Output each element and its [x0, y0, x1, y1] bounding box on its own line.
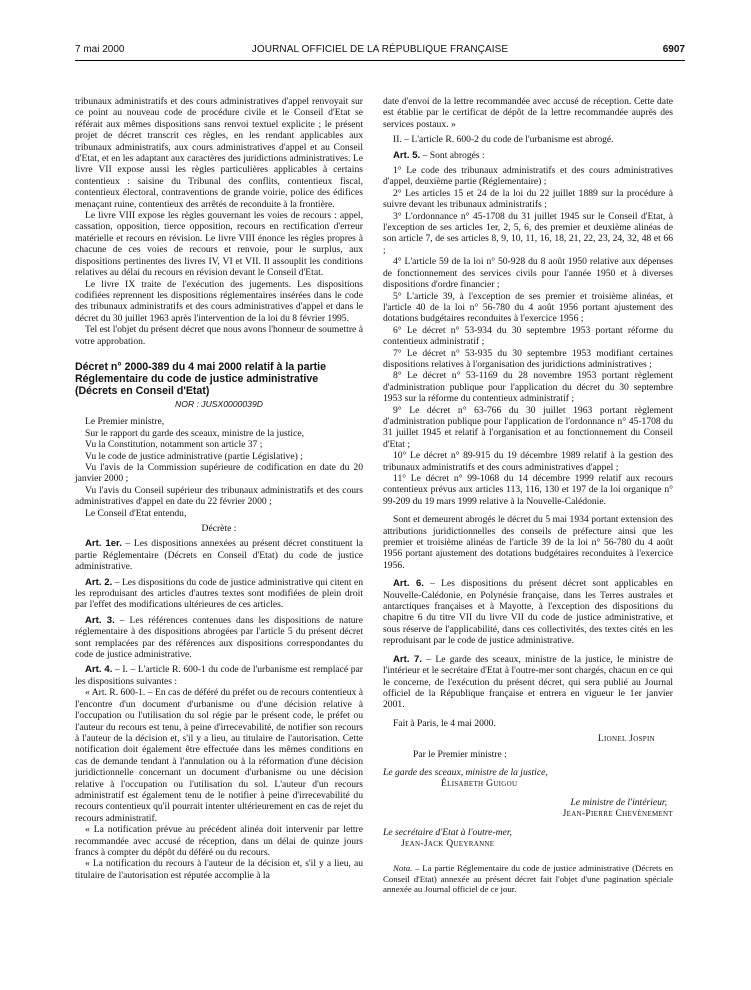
article-label: Art. 2. — [85, 576, 113, 588]
article-1 — [75, 538, 363, 572]
list-item: 6° Le décret n° 53-934 du 30 septembre 1953 portant réforme du contentieux administratif ; — [383, 324, 673, 348]
list-item: 4° L'article 59 de la loi n° 50-928 du 8 août 1950 relative aux dépenses de fonctionnement des services civils pour l'année 1950 et à diverses dispositions d'ordre financier ; — [383, 256, 673, 291]
visa-line: Vu l'avis du Conseil supérieur des tribunaux administratifs et des cours administratives d'appel en date du 22 février 2000 ; — [75, 484, 363, 508]
paragraph: II. – L'article R. 600-2 du code de l'urbanisme est abrogé. — [393, 134, 614, 146]
signatory-name: Jean-Pierre Chevènement — [562, 808, 673, 820]
paragraph: Le livre VIII expose les règles gouvernant les voies de recours : appel, cassation, opposition, tierce opposition, recours en rectification d'erreur matérielle et recours en révision. Le livre VIII énonce les règles propres à chacune de ces voies de recours et renvoie, pour le surplus, aux dispositions pertinentes des livres IV, VI et VII. Il assouplit les conditions relatives au délai du recours en révision devant le Conseil d'Etat. — [75, 210, 363, 279]
paragraph: Le livre IX traite de l'exécution des jugements. Les dispositions codifiées reprennent les dispositions réglementaires insérées dans le code des tribunaux administratifs et des cours administratives d'appel et dans le décret du 30 juillet 1963 après l'intervention de la loi du 8 février 1995. — [75, 278, 363, 324]
article-5 — [383, 150, 673, 161]
nota-label: Nota. — [393, 863, 413, 874]
article-3 — [75, 615, 363, 661]
signatory-name: Élisabeth Guigou — [441, 778, 518, 790]
article-text: – Les dispositions annexées au présent décret constituent la partie Réglementaire (Décrets en Conseil d'Etat) du code de justice administrative. — [75, 538, 364, 573]
visa-line: Vu l'avis de la Commission supérieure de codification en date du 20 janvier 2000 ; — [75, 461, 363, 485]
header-rule — [75, 60, 685, 61]
spacer — [75, 347, 363, 354]
list-item: 1° Le code des tribunaux administratifs et des cours administratives d'appel, deuxième partie (Réglementaire) ; — [383, 165, 673, 188]
article-4 — [75, 664, 363, 687]
paragraph: Sont et demeurent abrogés le décret du 5 mai 1934 portant extension des attributions juridictionnelles des conseils de préfecture ainsi que les premier et troisième alinéas de l'article 39 de la loi n° 56-780 du 4 août 1956 portant ajustement des dotations budgétaires reconduites à l'exercice 1956. — [383, 514, 673, 571]
list-item: 3° L'ordonnance n° 45-1708 du 31 juillet 1945 sur le Conseil d'Etat, à l'exception de ses articles 1er, 2, 5, 6, des premier et deuxième alinéas de son article 7, de ses articles 8, 9, 10, 11, 16, 18, 21, 22, 23, 24, 32, 48 et 66 ; — [383, 210, 673, 256]
visa-line: Le Conseil d'Etat entendu, — [85, 507, 187, 519]
nota — [383, 863, 673, 895]
paragraph: Tel est l'objet du présent décret que nous avons l'honneur de soumettre à votre approbation. — [75, 324, 363, 347]
list-item: 2° Les articles 15 et 24 de la loi du 22 juillet 1889 sur la procédure à suivre devant les tribunaux administratifs ; — [383, 187, 673, 211]
header-date: 7 mai 2000 — [75, 44, 125, 55]
article-label: Art. 4. — [85, 664, 113, 676]
quoted-paragraph: « Art. R. 600-1. – En cas de déféré du préfet ou de recours contentieux à l'encontre d'un document d'urbanisme ou d'une décision relative à l'occupation ou l'utilisation du sol régie par le présent code, le préfet ou l'auteur du recours est tenu, à peine d'irrecevabilité, de notifier son recours à l'auteur de la décision et, s'il y a lieu, au titulaire de l'autorisation. Cette notification doit également être effectuée dans les mêmes conditions en cas de demande tendant à l'annulation ou à la réformation d'une décision juridictionnelle concernant un document d'urbanisme ou une décision relative à l'occupation ou l'utilisation du sol. L'auteur d'un recours administratif est également tenu de le notifier à peine d'irrecevabilité du recours contentieux qu'il pourrait intenter ultérieurement en cas de rejet du recours administratif. — [75, 687, 363, 824]
article-label: Art. 7. — [393, 653, 423, 665]
spacer — [383, 571, 673, 578]
article-text: – Les dispositions du code de justice administrative qui citent en les reproduisant des articles d'autres textes sont modifiées de plein droit par l'effet des modifications ultérieures de ces articles. — [75, 576, 363, 611]
article-label: Art. 3. — [85, 614, 115, 626]
article-text: – Le garde des sceaux, ministre de la justice, le ministre de l'intérieur et le secrétaire d'Etat à l'outre-mer sont chargés, chacun en ce qui le concerne, de l'exécution du présent décret, qui sera publié au Journal officiel de la République française et entrera en vigueur le 1er janvier 2001. — [383, 653, 673, 711]
spacer — [383, 711, 673, 718]
list-item: 8° Le décret n° 53-1169 du 28 novembre 1953 portant règlement d'administration publique pour l'application du décret du 30 septembre 1953 sur la réforme du contentieux administratif ; — [383, 370, 673, 405]
signatory-name: Jean-Jack Queyranne — [401, 837, 495, 849]
article-label: Art. 5. — [393, 149, 421, 161]
article-label: Art. 6. — [393, 578, 424, 590]
signature-date: Fait à Paris, le 4 mai 2000. — [393, 717, 496, 729]
list-item: 9° Le décret n° 63-766 du 30 juillet 1963 portant règlement d'administration publique pour l'application de l'ordonnance n° 45-1708 du 31 juillet 1945 et relatif à l'organisation et au fonctionnement du Conseil d'Etat ; — [383, 404, 673, 450]
right-column — [383, 96, 673, 895]
header-page-number: 6907 — [662, 44, 685, 55]
paragraph: tribunaux administratifs et des cours administratives d'appel renvoyait sur ce point au nouveau code de procédure civile et le Conseil d'Etat se référait aux mêmes dispositions sans renvoi textuel explicite ; le présent projet de décret transcrit ces règles, en les rendant applicables aux tribunaux administratifs, aux cours administratives d'appel et au Conseil d'Etat, et en les adaptant aux caractères des juridictions administratives. Le livre VII expose aussi les règles particulières applicables à certains contentieux : saisine du Tribunal des conflits, contentieux fiscal, contentieux électoral, contraventions de grande voirie, police des édifices menaçant ruine, contentieux des arrêtés de reconduite à la frontière. — [75, 96, 363, 210]
article-2 — [75, 577, 363, 611]
article-text: – Les dispositions du présent décret sont applicables en Nouvelle-Calédonie, en Polynésie française, dans les Terres australes et antarctiques françaises et à Mayotte, à l'exception des dispositions du chapitre 6 du titre VII du livre VII du code de justice administrative, et sous réserve de l'applicabilité, dans ces collectivités, des textes cités en les reproduisant par le code de justice administrative. — [383, 578, 673, 647]
visa-line: Sur le rapport du garde des sceaux, ministre de la justice, — [85, 427, 304, 439]
prime-minister-name: Lionel Jospin — [597, 733, 655, 745]
signatory-title: Le secrétaire d'Etat à l'outre-mer, — [383, 826, 512, 838]
article-text: – Les références contenues dans les dispositions de nature réglementaire à des dispositions abrogées par l'article 5 du présent décret sont remplacées par des références aux dispositions correspondantes du code de justice administrative. — [75, 614, 363, 661]
article-label: Art. 1er. — [85, 538, 122, 550]
page-header — [75, 44, 685, 58]
spacer — [383, 849, 673, 856]
visa-line: Vu la Constitution, notamment son article 37 ; — [85, 439, 263, 451]
spacer — [383, 647, 673, 654]
quoted-paragraph: « La notification du recours à l'auteur de la décision et, s'il y a lieu, au titulaire de l'autorisation est réputée accomplie à la — [75, 858, 363, 881]
signatory-title: Le garde des sceaux, ministre de la justice, — [383, 766, 548, 778]
decrete-heading: Décrète : — [201, 523, 237, 534]
header-title: JOURNAL OFFICIEL DE LA RÉPUBLIQUE FRANÇAISE — [251, 44, 509, 55]
visa-line: Vu le code de justice administrative (partie Législative) ; — [85, 450, 303, 462]
paragraph: date d'envoi de la lettre recommandée avec accusé de réception. Cette date est établie par le certificat de dépôt de la lettre recommandée auprès des services postaux. » — [383, 96, 673, 130]
list-item: 11° Le décret n° 99-1068 du 14 décembre 1999 relatif aux recours contentieux prévus aux articles 113, 116, 130 et 197 de la loi organique n° 99-209 du 19 mars 1999 relative à la Nouvelle-Calédonie. — [383, 473, 673, 507]
article-text: – Sont abrogés : — [420, 149, 485, 161]
spacer — [383, 790, 673, 797]
signature-line: Par le Premier ministre : — [413, 748, 507, 760]
article-7 — [383, 654, 673, 711]
quoted-paragraph: « La notification prévue au précédent alinéa doit intervenir par lettre recommandée avec accusé de réception, dans un délai de quinze jours francs à compter du dépôt du déféré ou du recours. — [75, 824, 363, 858]
list-item: 10° Le décret n° 89-915 du 19 décembre 1989 relatif à la gestion des tribunaux administratifs et des cours administratives d'appel ; — [383, 450, 673, 473]
spacer — [383, 820, 673, 827]
nor-reference: NOR : JUSX0000039D — [175, 398, 263, 409]
list-item: 5° L'article 39, à l'exception de ses premier et troisième alinéas, et l'article 40 de la loi n° 56-780 du 4 août 1956 portant ajustement des dotations budgétaires reconduites à l'exercice 1956 ; — [383, 290, 673, 325]
decree-title: Décret n° 2000-389 du 4 mai 2000 relatif à la partie Réglementaire du code de justice administrative (Décrets en Conseil d'Etat) — [75, 360, 326, 397]
nota-text: – La partie Réglementaire du code de justice administrative (Décrets en Conseil d'Etat) annexée au présent décret fait l'objet d'une pagination spéciale annexée au Journal officiel de ce jour. — [383, 863, 673, 895]
list-item: 7° Le décret n° 53-935 du 30 septembre 1953 modifiant certaines dispositions relatives à l'organisation des juridictions administratives ; — [383, 347, 673, 370]
visa-line: Le Premier ministre, — [85, 416, 165, 428]
spacer — [383, 760, 673, 767]
signatory-title: Le ministre de l'intérieur, — [570, 796, 667, 808]
spacer — [75, 354, 363, 361]
left-column — [75, 96, 363, 881]
spacer — [383, 856, 673, 863]
article-text: – I. – L'article R. 600-1 du code de l'urbanisme est remplacé par les dispositions suivantes : — [75, 664, 363, 687]
spacer — [383, 507, 673, 514]
article-6 — [383, 578, 673, 646]
